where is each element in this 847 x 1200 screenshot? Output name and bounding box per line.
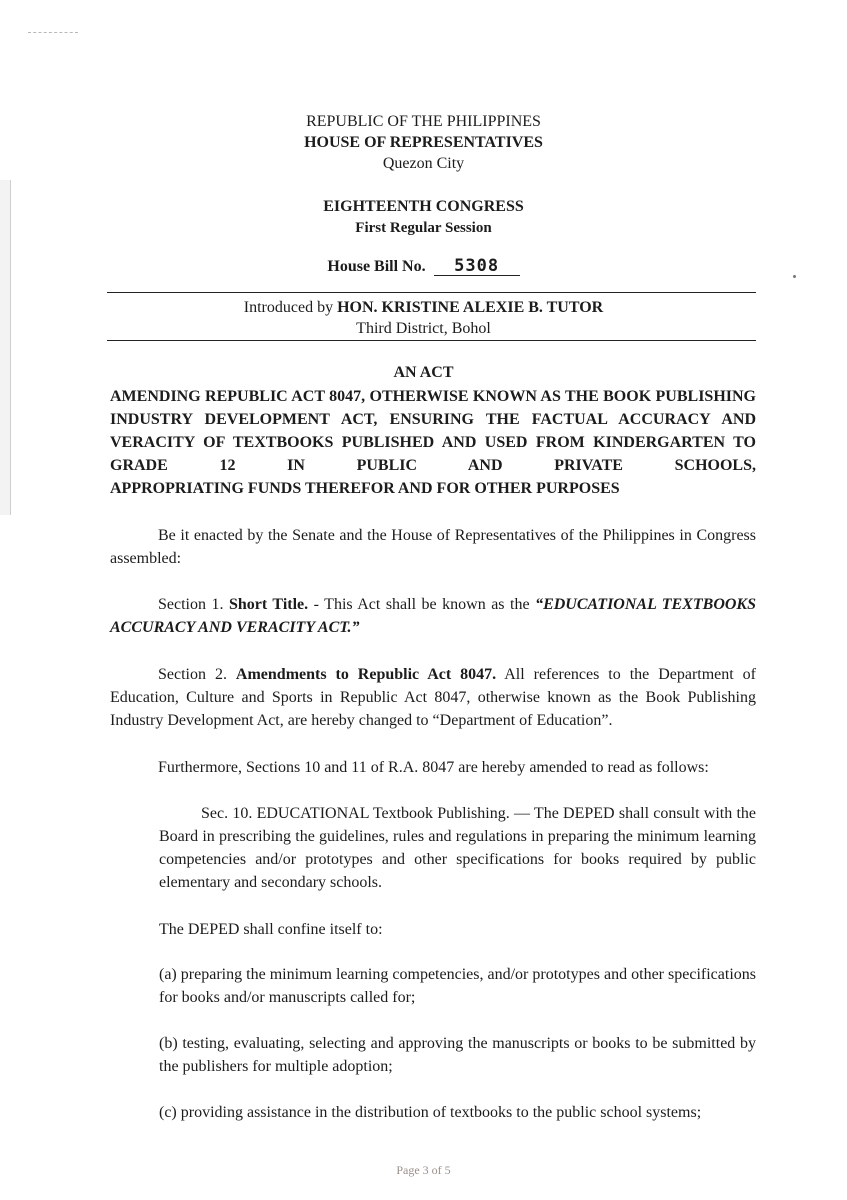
bill-number: 5308 (434, 257, 520, 276)
author-prefix: Introduced by (243, 299, 338, 316)
section-1 (110, 593, 756, 639)
section-2-text: All references to the Department of Education, Culture and Sports in Republic Act 8047, otherwise known as the Book Publishing Industry Development Act, are hereby changed to “Department of Education”. (110, 666, 756, 729)
republic-line: REPUBLIC OF THE PHILIPPINES (306, 113, 541, 130)
section-1-text: - This Act shall be known as the (308, 596, 536, 613)
top-divider (107, 292, 756, 293)
city-line: Quezon City (382, 155, 465, 172)
bill-title-text: AMENDING REPUBLIC ACT 8047, OTHERWISE KNOWN AS THE BOOK PUBLISHING INDUSTRY DEVELOPMENT ACT, ENSURING THE FACTUAL ACCURACY AND VERACITY OF TEXTBOOKS PUBLISHED AND USED FROM KINDERGARTEN TO GRADE 12 IN PUBLIC AND PRIVATE SCHOOLS, (110, 388, 756, 474)
section-2 (110, 663, 756, 732)
item-b: (b) testing, evaluating, selecting and approving the manuscripts or books to be submitted by the publishers for multiple adoption; (159, 1035, 756, 1075)
bill-label: House Bill No. (327, 258, 426, 275)
author-district: Third District, Bohol (356, 320, 491, 337)
bill-number-line (0, 256, 847, 277)
section-2-heading: Amendments to Republic Act 8047. (235, 666, 497, 683)
author-line (0, 297, 847, 318)
section-2-number: Section 2. (158, 666, 236, 683)
congress-line: EIGHTEENTH CONGRESS (323, 198, 524, 215)
bill-title (110, 385, 756, 500)
sec-10-paragraph: Sec. 10. EDUCATIONAL Textbook Publishing. — The DEPED shall consult with the Board in prescribing the guidelines, rules and regulations in preparing the minimum learning competencies and/or prototypes and other specifications for books required by public elementary and secondary schools. (159, 805, 756, 891)
act-short-title: “EDUCATIONAL TEXTBOOKS ACCURACY AND VERACITY ACT.” (110, 596, 757, 636)
confine-paragraph: The DEPED shall confine itself to: (159, 921, 383, 938)
furthermore-paragraph: Furthermore, Sections 10 and 11 of R.A. 8047 are hereby amended to read as follows: (158, 759, 709, 776)
author-name: HON. KRISTINE ALEXIE B. TUTOR (337, 299, 604, 316)
item-a: (a) preparing the minimum learning competencies, and/or prototypes and other specifications for books and/or manuscripts called for; (159, 966, 756, 1006)
an-act-heading: AN ACT (393, 364, 454, 381)
bill-title-last-line: APPROPRIATING FUNDS THEREFOR AND FOR OTHER PURPOSES (110, 480, 620, 497)
enacting-clause: Be it enacted by the Senate and the House of Representatives of the Philippines in Congress assembled: (110, 527, 756, 567)
house-line: HOUSE OF REPRESENTATIVES (304, 134, 543, 151)
scan-artifact (28, 32, 78, 35)
item-c: (c) providing assistance in the distribution of textbooks to the public school systems; (159, 1104, 702, 1121)
session-line: First Regular Session (355, 220, 492, 236)
section-1-heading: Short Title. (229, 596, 309, 613)
page-number: Page 3 of 5 (396, 1163, 451, 1177)
section-1-number: Section 1. (158, 596, 229, 613)
bottom-divider (107, 340, 756, 341)
